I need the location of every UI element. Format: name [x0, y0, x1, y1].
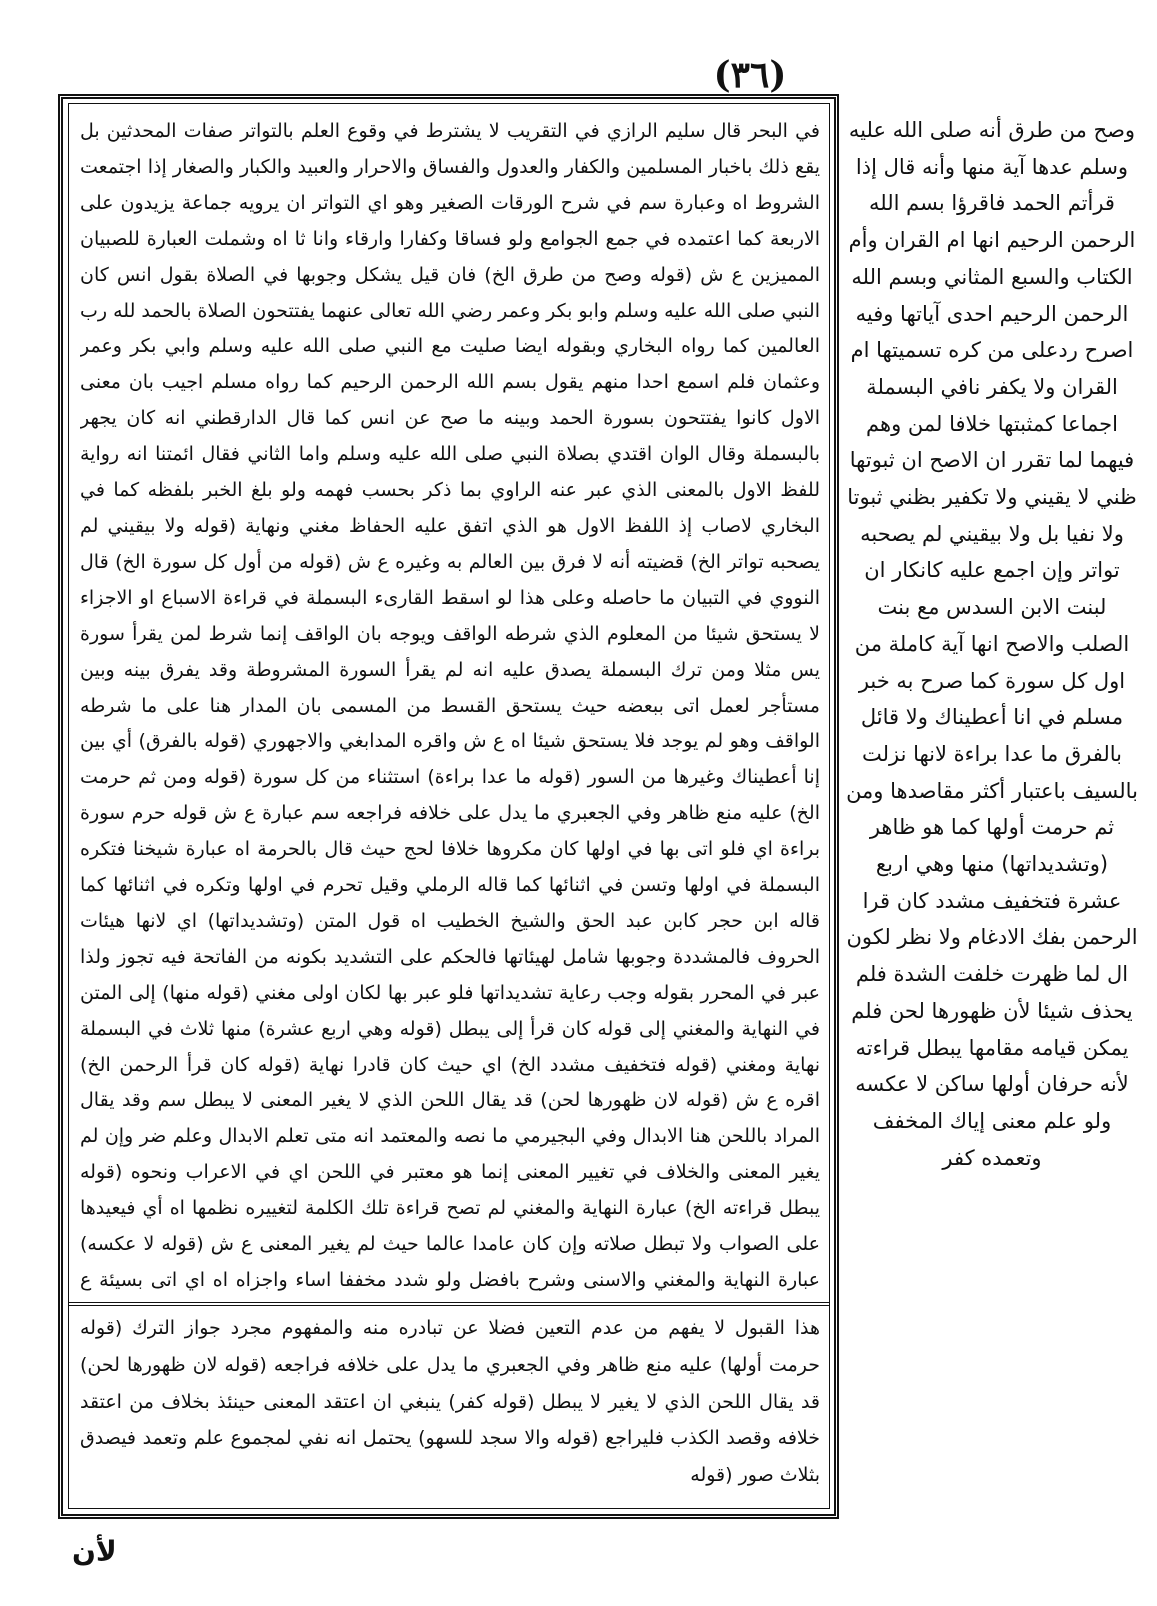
footnote-paragraph: هذا القبول لا يفهم من عدم التعين فضلا عن تبادره منه والمفهوم مجرد جواز الترك (قوله حرمت أولها) عليه منع ظاهر وفي الجعبري ما يدل على خلافه فراجعه (قوله لان ظهورها لحن) قد يقال اللحن الذي لا يغير لا يبطل (قوله كفر) ينبغي ان اعتقد المعنى حينئذ بخلاف من اعتقد خلافه وقصد الكذب فليراجع (قوله والا سجد للسهو) يحتمل انه نفي لمجموع علم وتعمد فيصدق بثلاث صور (قوله — [80, 1317, 820, 1487]
margin-matn-text — [846, 112, 1138, 1302]
footnote-divider — [68, 1302, 830, 1306]
commentary-paragraph: في البحر قال سليم الرازي في التقريب لا يشترط في وقوع العلم بالتواتر صفات المحدثين بل يقع ذلك باخبار المسلمين والكفار والعدول والفساق والاحرار والعبيد والكبار والصغار إذا اجتمعت الشروط اه وعبارة سم في شرح الورقات الصغير وهو اي التواتر ان يرويه جماعة يزيدون على الاربعة كما اعتمده في جمع الجوامع ولو فساقا وكفارا وارقاء وانا ثا اه وشملت العبارة للصبيان المميزين ع ش (قوله وصح من طرق الخ) فان قيل يشكل وجوبها في الصلاة بقول انس كان النبي صلى الله عليه وسلم وابو بكر وعمر رضي الله تعالى عنهما يفتتحون الصلاة بالحمد لله رب العالمين كما رواه البخاري وبقوله ايضا صليت مع النبي صلى الله عليه وسلم وابي بكر وعمر وعثمان فلم اسمع احدا منهم يقول بسم الله الرحمن الرحيم كما رواه مسلم اجيب بان معنى الاول كانوا يفتتحون بسورة الحمد وبينه ما صح عن انس كما قال الدارقطني انه كان يجهر بالبسملة وقال الوان اقتدي بصلاة النبي صلى الله عليه وسلم واما الثاني فقال ائمتنا انه رواية للفظ الاول بالمعنى الذي عبر عنه الراوي بما ذكر بحسب فهمه ولو بلغ الخبر بلفظه كما في البخاري لاصاب إذ اللفظ الاول هو الذي اتفق عليه الحفاظ مغني ونهاية (قوله ولا بيقيني لم يصحبه تواتر الخ) قضيته أنه لا فرق بين العالم به وغيره ع ش (قوله من أول كل سورة الخ) قال النووي في التبيان ما حاصله وعلى هذا لو اسقط القارىء البسملة في قراءة الاسباع او الاجزاء لا يستحق شيئا من المعلوم الذي شرطه الواقف ويوجه بان الواقف إنما شرط لمن يقرأ سورة يس مثلا ومن ترك البسملة يصدق عليه انه لم يقرأ السورة المشروطة وقد يفرق بينه وبين مستأجر لعمل اتى ببعضه حيث يستحق القسط من المسمى بان المدار هنا على ما شرطه الواقف وهو لم يوجد فلا يستحق شيئا اه ع ش واقره المدابغي والاجهوري (قوله بالفرق) أي بين إنا أعطيناك وغيرها من السور (قوله ما عدا براءة) استثناء من كل سورة (قوله ومن ثم حرمت الخ) عليه منع ظاهر وفي الجعبري ما يدل على خلافه فراجعه سم عبارة ع ش قوله حرم سورة براءة اي فلو اتى بها في اولها كان مكروها خلافا لحج حيث قال بالحرمة اه عبارة شيخنا فتكره البسملة في اولها وتسن في اثنائها كما قاله الرملي وقيل تحرم في اولها وتكره في اثنائها كما قاله ابن حجر كابن عبد الحق والشيخ الخطيب اه قول المتن (وتشديداتها) اي لانها هيئات الحروف فالمشددة وجوبها شامل لهيئاتها فالحكم على التشديد بكونه من الفاتحة فيه تجوز ولذا عبر في المحرر بقوله وجب رعاية تشديداتها فلو عبر بها لكان اولى مغني (قوله منها) إلى المتن في النهاية والمغني إلى قوله كان قرأ إلى يبطل (قوله وهي اربع عشرة) منها ثلاث في البسملة نهاية ومغني (قوله فتخفيف مشدد الخ) اي حيث كان قادرا نهاية (قوله كان قرأ الرحمن الخ) اقره ع ش (قوله لان ظهورها لحن) قد يقال اللحن الذي لا يغير المعنى لا يبطل سم وقد يقال المراد باللحن هنا الابدال وفي البجيرمي ما نصه والمعتمد انه متى تعلم الابدال وعلم ضر وإن لم يغير المعنى والخلاف في تغيير المعنى إنما هو معتبر في اللحن اي في الاعراب ونحوه (قوله يبطل قراءته الخ) عبارة النهاية والمغني لم تصح قراءة تلك الكلمة لتغييره نظمها اه أي فيعيدها على الصواب ولا تبطل صلاته وإن كان عامدا عالما حيث لم يغير المعنى ع ش (قوله لا عكسه) عبارة النهاية والمغني والاسنى وشرح بافضل ولو شدد مخففا اساء واجزاه اه اي اتى بسيئة ع — [80, 120, 820, 1291]
commentary-text — [80, 114, 820, 1300]
margin-paragraph: وصح من طرق أنه صلى الله عليه وسلم عدها آية منها وأنه قال إذا قرأتم الحمد فاقرؤا بسم الله الرحمن الرحيم انها ام القران وأم الكتاب والسبع المثاني وبسم الله الرحمن الرحيم احدى آياتها وفيه اصرح ردعلى من كره تسميتها ام القران ولا يكفر نافي البسملة اجماعا كمثبتها خلافا لمن وهم فيهما لما تقرر ان الاصح ان ثبوتها ظني لا يقيني ولا تكفير بظني ثبوتا ولا نفيا بل ولا بيقيني لم يصحبه تواتر وإن اجمع عليه كانكار ان لبنت الابن السدس مع بنت الصلب والاصح انها آية كاملة من اول كل سورة كما صرح به خبر مسلم في انا أعطيناك ولا قائل بالفرق ما عدا براءة لانها نزلت بالسيف باعتبار أكثر مقاصدها ومن ثم حرمت أولها كما هو ظاهر (وتشديداتها) منها وهي اربع عشرة فتخفيف مشدد كان قرا الرحمن بفك الادغام ولا نظر لكون ال لما ظهرت خلفت الشدة فلم يحذف شيئا لأن ظهورها لحن فلم يمكن قيامه مقامها يبطل قراءته لأنه حرفان أولها ساكن لا عكسه ولو علم معنى إياك المخفف وتعمده كفر — [846, 118, 1138, 1170]
catchword: لأن — [72, 1535, 117, 1568]
footnote-text — [80, 1310, 820, 1500]
page-number: (٣٦) — [713, 54, 787, 96]
